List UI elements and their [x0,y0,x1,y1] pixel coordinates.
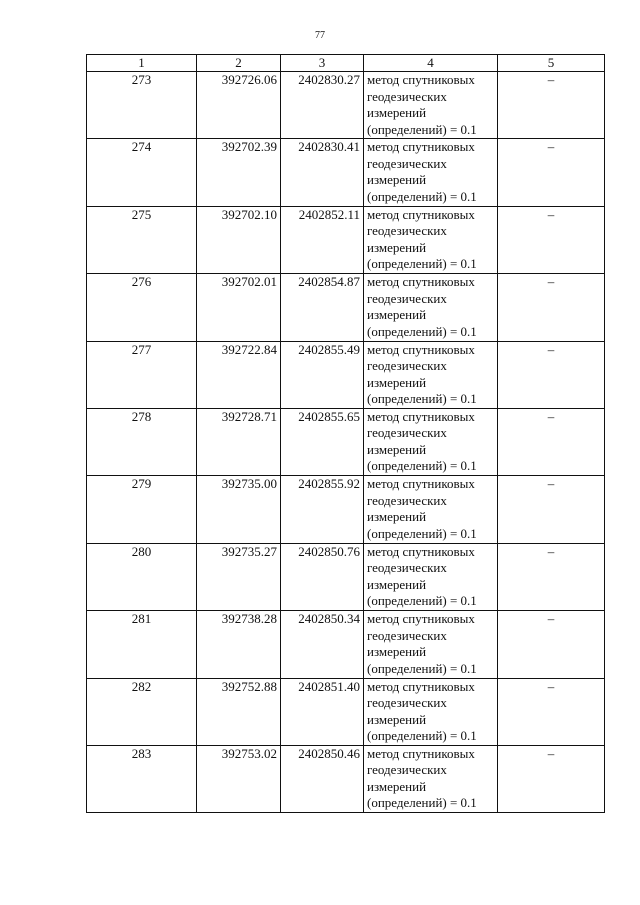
x-coordinate-cell: 392752.88 [197,678,281,745]
y-coordinate-cell: 2402850.34 [281,611,364,678]
method-line: (определений) = 0.1 [367,795,477,811]
note-cell: – [498,274,605,341]
y-coordinate-cell: 2402851.40 [281,678,364,745]
point-number-cell: 282 [87,678,197,745]
point-number-cell: 277 [87,341,197,408]
x-coordinate-cell: 392722.84 [197,341,281,408]
method-line: (определений) = 0.1 [367,323,477,339]
note-cell: – [498,72,605,139]
note-cell: – [498,543,605,610]
method-line: измерений [367,441,427,457]
method-line: геодезических [367,425,447,441]
column-header-1: 1 [87,55,197,72]
method-line: геодезических [367,88,447,104]
point-number-cell: 283 [87,745,197,812]
method-line: измерений [367,374,427,390]
page-number: 77 [315,30,325,41]
table-row [87,408,605,475]
point-number-cell: 280 [87,543,197,610]
note-cell: – [498,678,605,745]
note-cell: – [498,139,605,206]
method-line: (определений) = 0.1 [367,728,477,744]
method-line: измерений [367,239,427,255]
method-line: измерений [367,711,427,727]
method-line: метод спутниковых [367,72,475,87]
y-coordinate-cell: 2402855.65 [281,408,364,475]
x-coordinate-cell: 392726.06 [197,72,281,139]
table-row [87,139,605,206]
table-header-row [87,55,605,72]
method-line: (определений) = 0.1 [367,593,477,609]
note-cell: – [498,341,605,408]
method-cell [364,139,498,206]
point-number-cell: 276 [87,274,197,341]
method-line: измерений [367,576,427,592]
note-cell: – [498,476,605,543]
method-line: геодезических [367,223,447,239]
x-coordinate-cell: 392735.00 [197,476,281,543]
x-coordinate-cell: 392735.27 [197,543,281,610]
method-line: геодезических [367,290,447,306]
method-cell [364,274,498,341]
table-row [87,206,605,273]
method-line: (определений) = 0.1 [367,188,477,204]
x-coordinate-cell: 392728.71 [197,408,281,475]
x-coordinate-cell: 392702.10 [197,206,281,273]
column-header-3: 3 [281,55,364,72]
method-line: метод спутниковых [367,678,475,694]
method-line: метод спутниковых [367,139,475,155]
x-coordinate-cell: 392753.02 [197,745,281,812]
table-row [87,341,605,408]
note-cell: – [498,745,605,812]
method-line: метод спутниковых [367,745,475,761]
y-coordinate-cell: 2402855.92 [281,476,364,543]
column-header-2: 2 [197,55,281,72]
method-line: метод спутниковых [367,476,475,492]
y-coordinate-cell: 2402852.11 [281,206,364,273]
table-body [87,72,605,813]
note-cell: – [498,206,605,273]
method-line: (определений) = 0.1 [367,121,477,137]
method-cell [364,72,498,139]
y-coordinate-cell: 2402850.46 [281,745,364,812]
column-header-5: 5 [498,55,605,72]
x-coordinate-cell: 392702.39 [197,139,281,206]
method-line: геодезических [367,492,447,508]
y-coordinate-cell: 2402830.41 [281,139,364,206]
point-number-cell: 274 [87,139,197,206]
method-line: метод спутниковых [367,274,475,290]
method-line: измерений [367,105,427,120]
note-cell: – [498,611,605,678]
coordinates-table [86,54,605,813]
column-header-4: 4 [364,55,498,72]
table-row [87,274,605,341]
method-cell [364,678,498,745]
point-number-cell: 273 [87,72,197,139]
y-coordinate-cell: 2402855.49 [281,341,364,408]
method-cell [364,543,498,610]
method-line: геодезических [367,560,447,576]
method-line: геодезических [367,695,447,711]
method-line: геодезических [367,358,447,374]
method-line: измерений [367,778,427,794]
point-number-cell: 275 [87,206,197,273]
method-cell [364,745,498,812]
method-line: измерений [367,172,427,188]
method-line: измерений [367,644,427,660]
table-row [87,745,605,812]
x-coordinate-cell: 392702.01 [197,274,281,341]
table-row [87,678,605,745]
method-line: метод спутниковых [367,543,475,559]
method-line: геодезических [367,155,447,171]
method-cell [364,408,498,475]
method-line: (определений) = 0.1 [367,525,477,541]
method-line: метод спутниковых [367,408,475,424]
table-row [87,543,605,610]
point-number-cell: 281 [87,611,197,678]
method-line: измерений [367,307,427,323]
method-line: (определений) = 0.1 [367,391,477,407]
table-row [87,611,605,678]
y-coordinate-cell: 2402830.27 [281,72,364,139]
note-cell: – [498,408,605,475]
method-line: метод спутниковых [367,206,475,222]
method-line: геодезических [367,627,447,643]
point-number-cell: 278 [87,408,197,475]
y-coordinate-cell: 2402850.76 [281,543,364,610]
method-line: геодезических [367,762,447,778]
point-number-cell: 279 [87,476,197,543]
y-coordinate-cell: 2402854.87 [281,274,364,341]
method-line: (определений) = 0.1 [367,458,477,474]
method-line: метод спутниковых [367,341,475,357]
method-cell [364,341,498,408]
method-line: измерений [367,509,427,525]
method-line: метод спутниковых [367,611,475,627]
method-line: (определений) = 0.1 [367,256,477,272]
method-cell [364,206,498,273]
table-row [87,72,605,139]
method-cell [364,476,498,543]
table-row [87,476,605,543]
x-coordinate-cell: 392738.28 [197,611,281,678]
method-cell [364,611,498,678]
method-line: (определений) = 0.1 [367,660,477,676]
